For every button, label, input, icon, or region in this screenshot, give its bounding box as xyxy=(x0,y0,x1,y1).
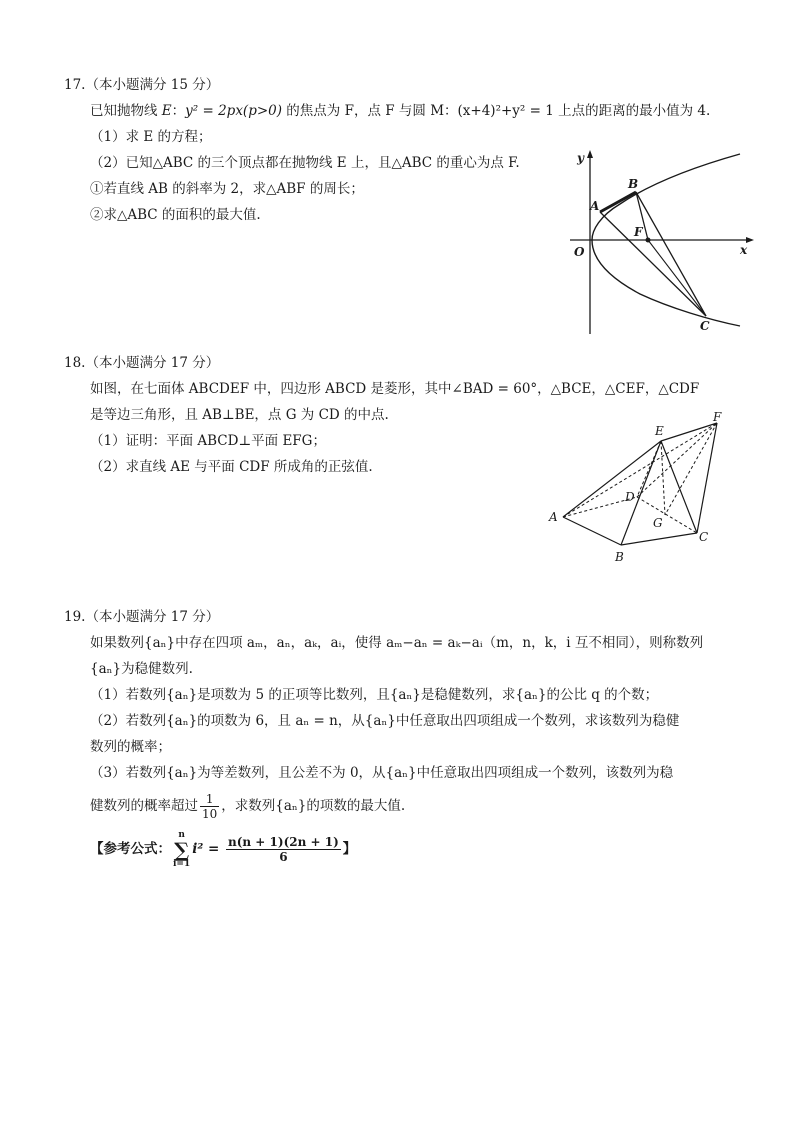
formula-fraction: $\frac{n(n + 1)(2n + 1)}{6}$ xyxy=(228,835,339,864)
q18-polyhedron-figure xyxy=(545,410,735,565)
q19-part2a: （2）若数列{aₙ}的项数为 6，且 aₙ = n，从{aₙ}中任意取出四项组成一个数列，求该数列为稳健 xyxy=(90,713,680,729)
q17-line1: 已知抛物线 E：y² = 2px(p>0) 的焦点为 F，点 F 与圆 M：(x+4)²+y² = 1 上点的距离的最小值为 4. xyxy=(90,103,711,119)
label-A: A xyxy=(590,199,600,213)
q18-part2: （2）求直线 AE 与平面 CDF 所成角的正弦值. xyxy=(90,459,373,475)
q18-line2: 是等边三角形，且 AB⊥BE，点 G 为 CD 的中点. xyxy=(90,407,389,423)
label-C: C xyxy=(699,530,709,544)
q18-line1: 如图，在七面体 ABCDEF 中，四边形 ABCD 是菱形，其中∠BAD = 60°，△BCE，△CEF，△CDF xyxy=(90,381,700,397)
label-y: y xyxy=(577,151,584,165)
q19-part3b: 健数列的概率超过 $\frac{1}{10}$ ，求数列{aₙ}的项数的最大值. xyxy=(90,792,406,821)
sigma-symbol: n ∑ i=1 xyxy=(173,829,191,869)
label-F: F xyxy=(713,410,722,424)
segment-FC xyxy=(648,240,706,316)
x-arrow xyxy=(746,237,754,243)
q17-sub1: ①若直线 AB 的斜率为 2，求△ABF 的周长； xyxy=(90,181,364,197)
q19-part1: （1）若数列{aₙ}是项数为 5 的正项等比数列，且{aₙ}是稳健数列，求{aₙ}的公比 q 的个数； xyxy=(90,687,659,703)
label-G: G xyxy=(653,516,663,530)
q17-header: 17.（本小题满分 15 分） xyxy=(64,77,220,93)
q19-line2: {aₙ}为稳健数列. xyxy=(90,661,193,677)
label-B: B xyxy=(615,550,624,564)
label-A: A xyxy=(549,510,558,524)
label-O: O xyxy=(574,245,585,259)
label-B: B xyxy=(628,177,639,191)
q17-part1: （1）求 E 的方程； xyxy=(90,129,212,145)
q19-part2b: 数列的概率； xyxy=(90,739,171,755)
label-D: D xyxy=(625,490,635,504)
q19-header: 19.（本小题满分 17 分） xyxy=(64,609,220,625)
label-x: x xyxy=(740,243,748,257)
y-arrow xyxy=(587,150,593,158)
segment-AB xyxy=(600,192,636,212)
q19-part3a: （3）若数列{aₙ}为等差数列，且公差不为 0，从{aₙ}中任意取出四项组成一个数列，该数列为稳 xyxy=(90,765,674,781)
q19-formula: 【参考公式：n ∑ i=1i² = $\frac{n(n + 1)(2n + 1)}{6}$ 】 xyxy=(90,829,357,869)
q18-part1: （1）证明：平面 ABCD⊥平面 EFG； xyxy=(90,433,326,449)
question-19 xyxy=(64,604,754,872)
q17-part2: （2）已知△ABC 的三个顶点都在抛物线 E 上，且△ABC 的重心为点 F. xyxy=(90,155,520,171)
label-E: E xyxy=(655,424,664,438)
q17-sub2: ②求△ABC 的面积的最大值. xyxy=(90,207,261,223)
point-F xyxy=(646,238,651,243)
q19-line1: 如果数列{aₙ}中存在四项 aₘ，aₙ，aₖ，aᵢ，使得 aₘ−aₙ = aₖ−aᵢ（m，n，k，i 互不相同），则称数列 xyxy=(90,635,704,651)
fraction-one-tenth: $\frac{1}{10}$ xyxy=(202,792,218,821)
q17-parabola-figure xyxy=(570,148,755,338)
label-F: F xyxy=(634,225,643,239)
label-C: C xyxy=(700,319,710,333)
q18-header: 18.（本小题满分 17 分） xyxy=(64,355,220,371)
